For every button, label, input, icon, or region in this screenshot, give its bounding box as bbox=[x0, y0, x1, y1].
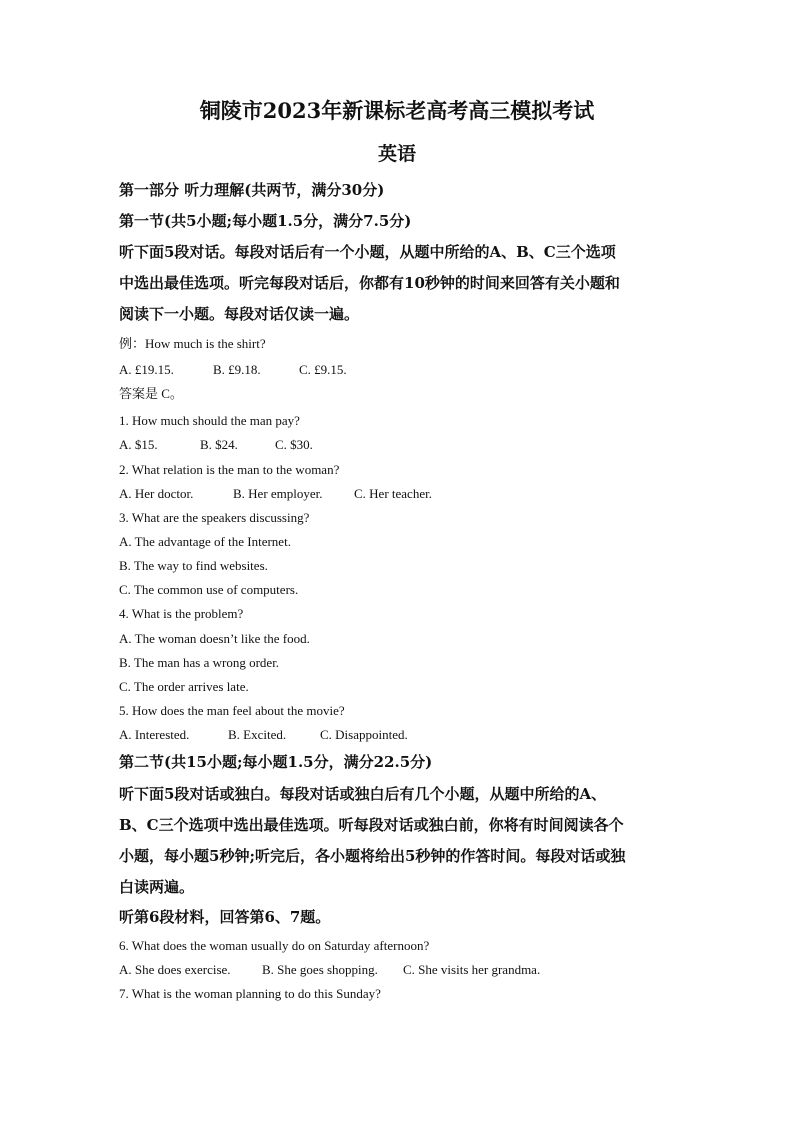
example-option-b: B. £9.18. bbox=[213, 362, 261, 377]
q1-option-c: C. $30. bbox=[275, 437, 313, 452]
part1-heading: 第一部分 听力理解(共两节，满分30分) bbox=[119, 181, 385, 199]
q1-option-b: B. $24. bbox=[200, 437, 238, 452]
q1-option-a: A. $15. bbox=[119, 437, 158, 452]
question-7: 7. What is the woman planning to do this Sunday? bbox=[119, 986, 381, 1001]
q3-option-a: A. The advantage of the Internet. bbox=[119, 534, 291, 549]
section1-instruction-line2: 中选出最佳选项。听完每段对话后，你都有10秒钟的时间来回答有关小题和 bbox=[119, 274, 620, 292]
section1-instruction-line1: 听下面5段对话。每段对话后有一个小题，从题中所给的A、B、C三个选项 bbox=[119, 243, 616, 261]
example-option-c: C. £9.15. bbox=[299, 362, 347, 377]
q5-option-b: B. Excited. bbox=[228, 727, 287, 742]
q3-option-c: C. The common use of computers. bbox=[119, 582, 299, 597]
example-answer: 答案是 C。 bbox=[119, 386, 183, 401]
section2-instruction-line2: B、C三个选项中选出最佳选项。听每段对话或独白前，你将有时间阅读各个 bbox=[119, 816, 624, 834]
q6-option-c: C. She visits her grandma. bbox=[403, 962, 541, 977]
material6-heading: 听第6段材料，回答第6、7题。 bbox=[119, 908, 331, 926]
question-4: 4. What is the problem? bbox=[119, 606, 244, 621]
q4-option-a: A. The woman doesn’t like the food. bbox=[119, 631, 310, 646]
question-6: 6. What does the woman usually do on Saturday afternoon? bbox=[119, 938, 430, 953]
section1-heading: 第一节(共5小题;每小题1.5分，满分7.5分) bbox=[119, 212, 412, 230]
question-2-options bbox=[119, 485, 679, 503]
example-option-a: A. £19.15. bbox=[119, 362, 174, 377]
question-3: 3. What are the speakers discussing? bbox=[119, 510, 310, 525]
q3-option-b: B. The way to find websites. bbox=[119, 558, 268, 573]
q4-option-c: C. The order arrives late. bbox=[119, 679, 249, 694]
section1-instruction-line3: 阅读下一小题。每段对话仅读一遍。 bbox=[119, 305, 360, 323]
q2-option-c: C. Her teacher. bbox=[354, 486, 432, 501]
question-5: 5. How does the man feel about the movie? bbox=[119, 703, 345, 718]
question-1: 1. How much should the man pay? bbox=[119, 413, 300, 428]
q4-option-b: B. The man has a wrong order. bbox=[119, 655, 280, 670]
section2-heading: 第二节(共15小题;每小题1.5分，满分22.5分) bbox=[119, 753, 433, 771]
example-question: 例：How much is the shirt? bbox=[119, 336, 266, 351]
section2-instruction-line1: 听下面5段对话或独白。每段对话或独白后有几个小题，从题中所给的A、 bbox=[119, 785, 607, 803]
q6-option-a: A. She does exercise. bbox=[119, 962, 231, 977]
example-options bbox=[119, 361, 679, 379]
question-6-options bbox=[119, 961, 679, 979]
exam-title: 铜陵市2023年新课标老高考高三模拟考试 bbox=[199, 98, 595, 123]
section2-instruction-line3: 小题，每小题5秒钟;听完后，各小题将给出5秒钟的作答时间。每段对话或独 bbox=[119, 847, 626, 865]
question-5-options bbox=[119, 726, 679, 744]
q6-option-b: B. She goes shopping. bbox=[262, 962, 378, 977]
q5-option-c: C. Disappointed. bbox=[320, 727, 408, 742]
question-1-options bbox=[119, 436, 679, 454]
q2-option-a: A. Her doctor. bbox=[119, 486, 194, 501]
subject-title: 英语 bbox=[377, 143, 416, 165]
section2-instruction-line4: 白读两遍。 bbox=[119, 878, 195, 896]
q5-option-a: A. Interested. bbox=[119, 727, 190, 742]
q2-option-b: B. Her employer. bbox=[233, 486, 323, 501]
question-2: 2. What relation is the man to the woman? bbox=[119, 462, 340, 477]
